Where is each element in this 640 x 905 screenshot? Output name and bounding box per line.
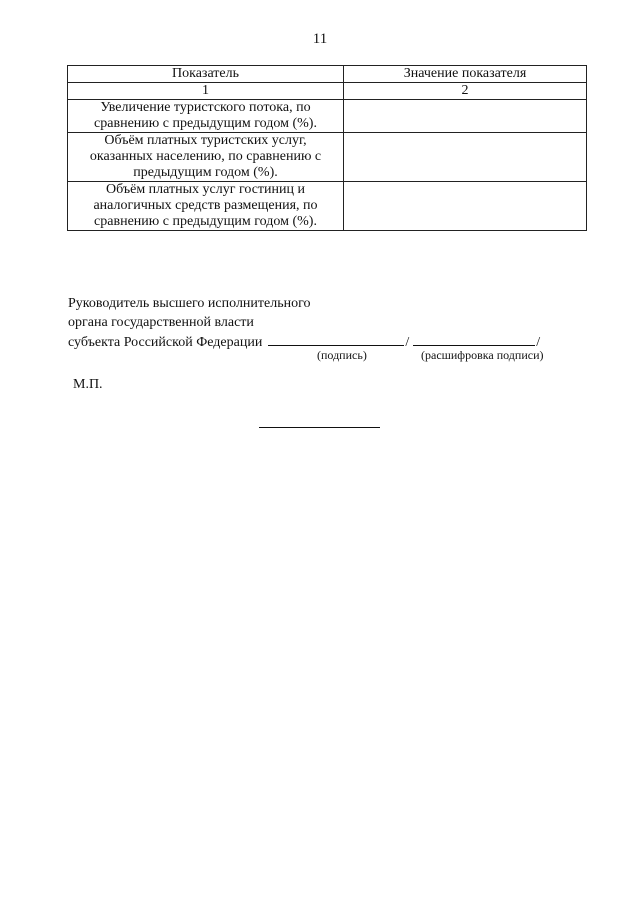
value-cell (344, 182, 587, 231)
page-number: 11 (312, 31, 328, 47)
indicator-cell: Увеличение туристского потока, по сравнению с предыдущим годом (%). (68, 100, 344, 133)
signature-block (68, 294, 540, 352)
indicators-table (67, 65, 587, 231)
header-indicator: Показатель (68, 66, 344, 83)
table-row (68, 182, 587, 231)
separator-slash: / (405, 335, 410, 350)
table-header-row (68, 66, 587, 83)
value-cell (344, 133, 587, 182)
column-number-1: 1 (68, 83, 344, 100)
column-number-row (68, 83, 587, 100)
table-row (68, 100, 587, 133)
signature-line (268, 332, 404, 346)
column-number-2: 2 (344, 83, 587, 100)
signatory-title-line-1: Руководитель высшего исполнительного (68, 296, 311, 311)
name-decode-line (413, 332, 535, 346)
name-decode-caption: (расшифровка подписи) (421, 348, 544, 362)
closing-slash: / (536, 335, 541, 350)
signature-caption: (подпись) (317, 348, 367, 362)
signatory-title-line-2: органа государственной власти (68, 315, 254, 330)
header-value: Значение показателя (344, 66, 587, 83)
table-row (68, 133, 587, 182)
stamp-place-label: М.П. (73, 377, 103, 392)
indicator-cell: Объём платных услуг гостиниц и аналогичных средств размещения, по сравнению с предыдущим годом (%). (68, 182, 344, 231)
end-divider (259, 427, 380, 428)
signatory-title-line-3: субъекта Российской Федерации (68, 335, 263, 350)
indicator-cell: Объём платных туристских услуг, оказанных населению, по сравнению с предыдущим годом (%). (68, 133, 344, 182)
value-cell (344, 100, 587, 133)
